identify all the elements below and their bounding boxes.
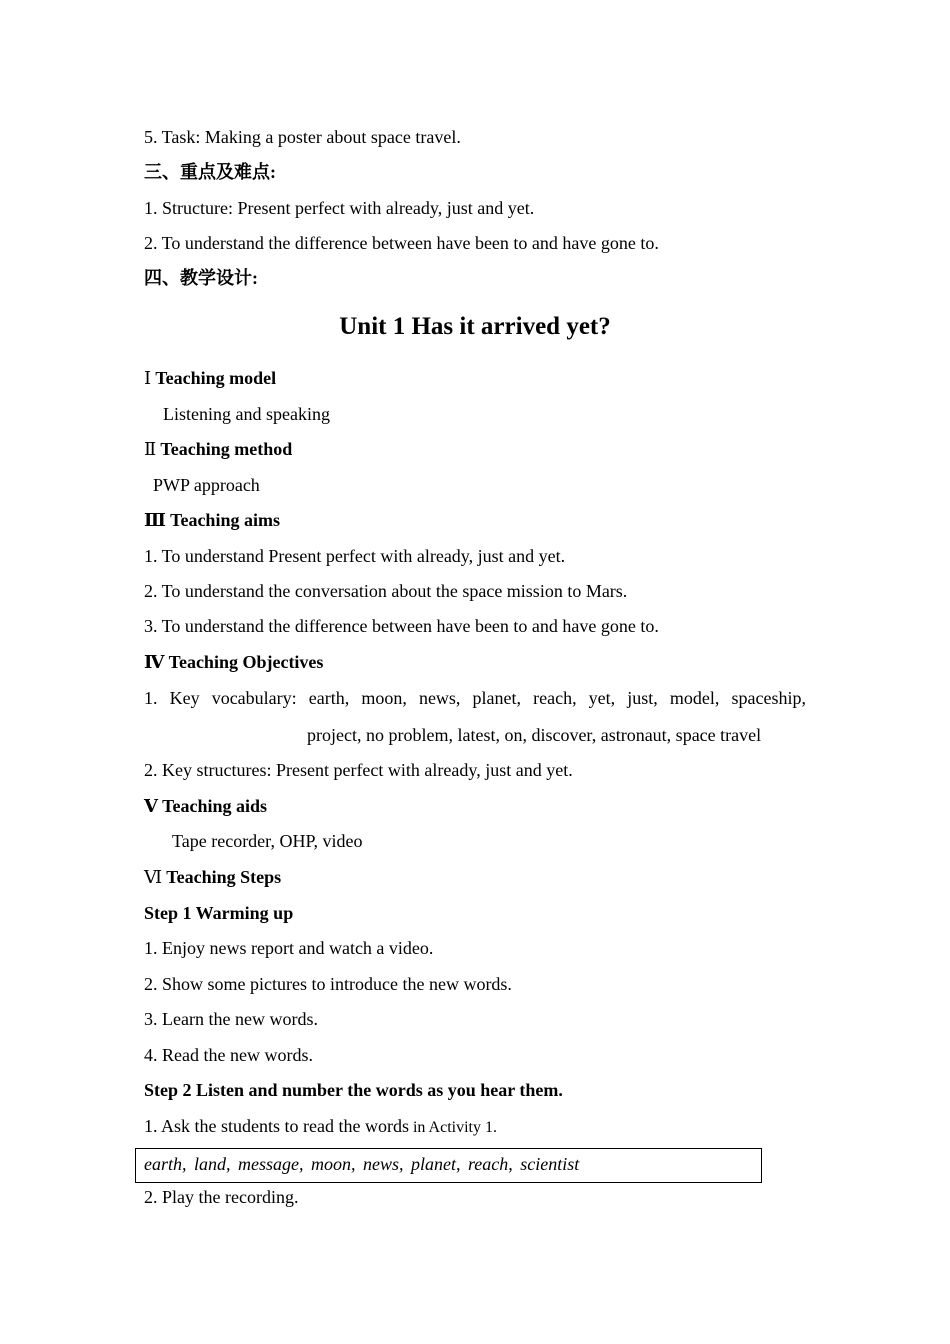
word-box <box>135 1148 762 1183</box>
vocab-word: 1. <box>144 688 158 708</box>
vocab-word: Key <box>169 688 200 708</box>
section-number: Ⅱ <box>144 439 157 459</box>
section-number: Ⅵ <box>144 867 163 887</box>
aims-item: 2. To understand the conversation about the space mission to Mars. <box>144 581 628 601</box>
step2-item-1-text: 1. Ask the students to read the words <box>144 1116 409 1136</box>
heading-key-points: 三、重点及难点: <box>144 162 276 182</box>
aims-item: 3. To understand the difference between have been to and have gone to. <box>144 616 659 636</box>
intro-task5: 5. Task: Making a poster about space travel. <box>144 127 461 147</box>
step1-item: 1. Enjoy news report and watch a video. <box>144 938 434 958</box>
vocab-word: spaceship, <box>731 688 806 708</box>
key-structures: 2. Key structures: Present perfect with already, just and yet. <box>144 760 573 780</box>
vocab-word: yet, <box>588 688 616 708</box>
step1-item: 4. Read the new words. <box>144 1045 313 1065</box>
vocab-word: model, <box>669 688 720 708</box>
vocab-row <box>144 687 806 709</box>
section-teaching-objectives-heading: Ⅳ Teaching Objectives <box>144 652 324 672</box>
section-title: Teaching Steps <box>166 867 282 887</box>
step2-item-1-note: in Activity 1. <box>408 1119 497 1136</box>
step2-item-1 <box>144 1115 497 1139</box>
section-title: Teaching model <box>155 368 277 388</box>
teaching-model-body: Listening and speaking <box>163 404 330 424</box>
vocab-word: just, <box>627 688 658 708</box>
section-title: Teaching method <box>160 439 293 459</box>
section-teaching-model-heading <box>144 367 276 389</box>
step1-heading: Step 1 Warming up <box>144 903 294 923</box>
section-teaching-aids-heading: Ⅴ Teaching aids <box>144 796 268 816</box>
step2-heading: Step 2 Listen and number the words as you hear them. <box>144 1080 563 1100</box>
teaching-method-body: PWP approach <box>153 475 260 495</box>
section-teaching-steps-heading <box>144 866 281 888</box>
section-teaching-method-heading <box>144 438 292 460</box>
teaching-aids-body: Tape recorder, OHP, video <box>172 831 363 851</box>
key-point-2: 2. To understand the difference between have been to and have gone to. <box>144 233 659 253</box>
key-point-1: 1. Structure: Present perfect with already, just and yet. <box>144 198 535 218</box>
vocab-word: earth, <box>308 688 350 708</box>
page-title: Unit 1 Has it arrived yet? <box>339 313 611 340</box>
aims-item: 1. To understand Present perfect with already, just and yet. <box>144 546 566 566</box>
word-list: earth, land, message, moon, news, planet, reach, scientist <box>144 1154 580 1174</box>
step1-item: 2. Show some pictures to introduce the new words. <box>144 974 512 994</box>
heading-teaching-design: 四、教学设计: <box>144 268 258 288</box>
vocab-word: moon, <box>361 688 407 708</box>
vocab-word: planet, <box>472 688 522 708</box>
vocab-word: news, <box>418 688 461 708</box>
section-teaching-aims-heading: Ⅲ Teaching aims <box>144 510 280 530</box>
step2-item-2: 2. Play the recording. <box>144 1187 299 1207</box>
step1-item: 3. Learn the new words. <box>144 1009 318 1029</box>
vocab-word: reach, <box>533 688 577 708</box>
vocab-continuation: project, no problem, latest, on, discover, astronaut, space travel <box>307 725 762 745</box>
vocab-word: vocabulary: <box>211 688 297 708</box>
section-number: Ⅰ <box>144 368 152 388</box>
